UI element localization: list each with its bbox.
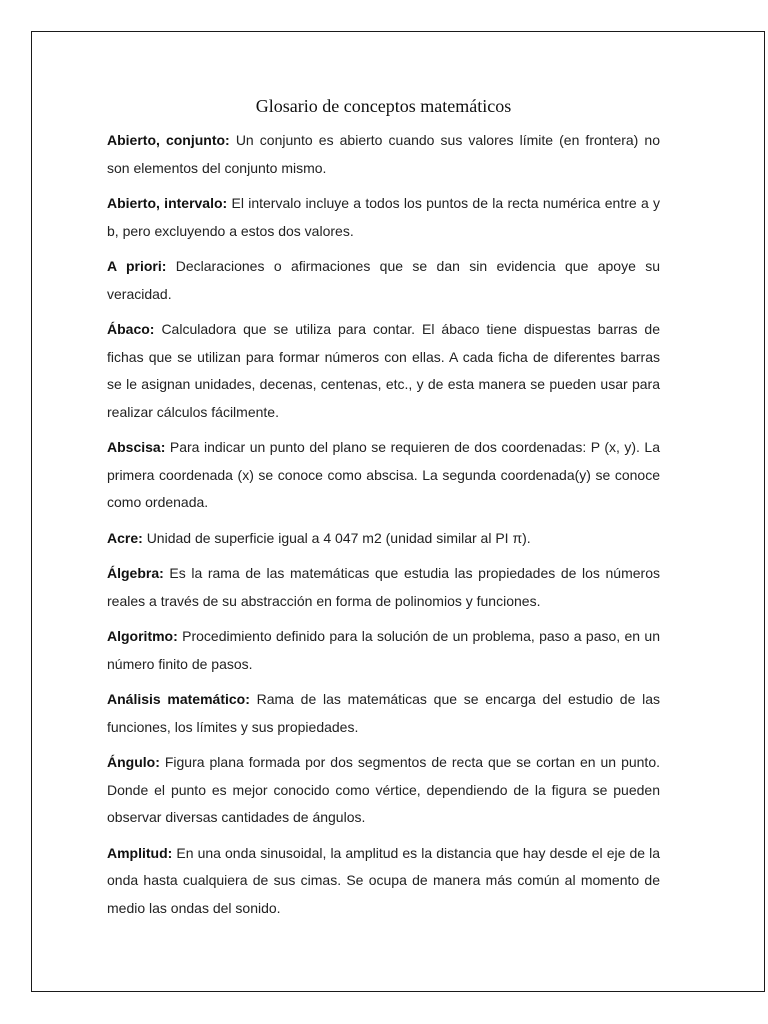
glossary-term: Abierto, conjunto: [107, 132, 230, 148]
glossary-term: Amplitud: [107, 844, 173, 861]
glossary-term: Acre: [107, 529, 143, 546]
glossary-definition: Figura plana formada por dos segmentos de recta que se cortan en un punto. Donde el punto es mejor conocido como vértice, dependiendo de la figura se pueden observar diversas cantidades de ángulos. [107, 754, 660, 825]
glossary-term: Algoritmo: [107, 628, 178, 644]
glossary-definition: Para indicar un punto del plano se requieren de dos coordenadas: P (x, y). La primera coordenada (x) se conoce como abscisa. La segunda coordenada(y) se conoce como ordenada. [107, 439, 661, 510]
glossary-entry-abscisa [107, 434, 660, 517]
document-title: Glosario de conceptos matemáticos [255, 96, 512, 116]
glossary-entry-abierto-conjunto [107, 127, 660, 182]
glossary-term: Ángulo: [107, 754, 160, 770]
glossary-definition: Rama de las matemáticas que se encarga del estudio de las funciones, los límites y sus propiedades. [107, 691, 660, 735]
glossary-term: Abscisa: [107, 439, 166, 455]
glossary-entry-abierto-intervalo [107, 190, 660, 245]
glossary-entry-algoritmo [107, 623, 660, 678]
glossary-definition: Un conjunto es abierto cuando sus valores límite (en frontera) no son elementos del conjunto mismo. [107, 132, 660, 176]
glossary-entry-a-priori [107, 253, 660, 308]
glossary-definition: Es la rama de las matemáticas que estudia las propiedades de los números reales a través de su abstracción en forma de polinomios y funciones. [107, 565, 660, 609]
glossary-definition: En una onda sinusoidal, la amplitud es la distancia que hay desde el eje de la onda hasta cualquiera de sus cimas. Se ocupa de manera más común al momento de medio las ondas del sonido. [107, 844, 661, 916]
glossary-entry-analisis-matematico [107, 686, 660, 741]
glossary-definition: Procedimiento definido para la solución de un problema, paso a paso, en un número finito de pasos. [107, 628, 661, 672]
glossary-entry-algebra [107, 560, 660, 615]
glossary-term: Abierto, intervalo: [107, 195, 228, 211]
glossary-entry-acre [107, 525, 660, 553]
glossary-term: Análisis matemático: [107, 691, 250, 707]
glossary-entry-abaco [107, 316, 660, 426]
glossary-entry-amplitud [107, 840, 660, 923]
glossary-entry-angulo [107, 749, 660, 832]
glossary-definition: Unidad de superficie igual a 4 047 m2 (unidad similar al PI π). [146, 529, 531, 546]
glossary-definition: Declaraciones o afirmaciones que se dan sin evidencia que apoye su veracidad. [107, 258, 660, 302]
glossary-term: A priori: [107, 258, 167, 274]
document-page [31, 31, 765, 992]
document-content [107, 92, 660, 930]
glossary-definition: Calculadora que se utiliza para contar. El ábaco tiene dispuestas barras de fichas que se utilizan para formar números con ellas. A cada ficha de diferentes barras se le asignan unidades, decenas, centenas, etc., y de esta manera se pueden usar para realizar cálculos fácilmente. [107, 321, 661, 420]
glossary-term: Ábaco: [107, 321, 155, 337]
glossary-definition: El intervalo incluye a todos los puntos de la recta numérica entre a y b, pero excluyendo a estos dos valores. [107, 195, 661, 239]
glossary-term: Álgebra: [107, 565, 164, 581]
